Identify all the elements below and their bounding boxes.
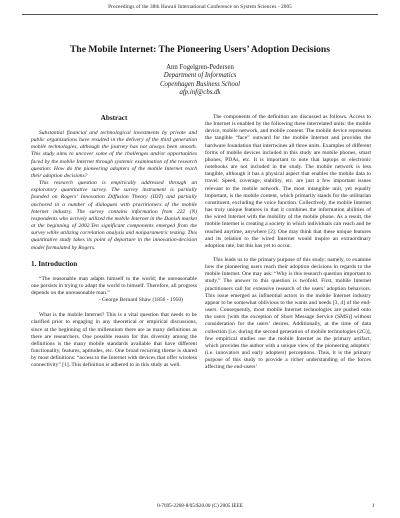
abstract-paragraph-1: Substantial financial and technological investments by private and public organizations have resulted in the delivery of the third generation mobile technologies, although the journey has not always been smooth. This study aims to uncover some of the challenges and/or opportunities faced by the mobile Internet through systemic examination of the research question: How do the pioneering adopters of the mobile Internet reach their adoption decisions? [31, 130, 197, 179]
author-email: afp.inf@cbs.dk [179, 89, 221, 97]
body-paragraph-2: This leads us to the primary purpose of this study; namely, to examine how the pioneering users reach their adoption decisions in regards to the mobile Internet. One may ask: “Why is this research question important to study.” The answer to this question is twofold. First, mobile Internet practitioners call for extensive research of the users’ adoption behaviors. This issue emerged as influential actors in the mobile Internet industry appear to be somewhat oblivious to the wants and needs [3, 4] of the end-users. Consequently, most mobile Internet technologies are pushed onto the users [with the exception of Short Message Service (SMS)] without consideration for the users’ desires. Additionally, at the time of data collection [i.e. during the second generation of mobile technologies (2G)], few empirical studies use the mobile Internet as the primary artifact, which provides the author with a unique view of the pioneering adopters’ (i.e. innovators and early adopters) perceptions. Thus, it is the primary purpose of this study to provide a richer understanding of the forces affecting the end-users’ [205, 256, 371, 371]
epigraph-attribution: - George Bernard Shaw (1856 - 1950) [98, 297, 183, 304]
running-header: Proceedings of the 38th Hawaii International Conference on System Sciences - 2005 [108, 4, 292, 10]
author-school: Copenhagen Business School [159, 80, 241, 88]
author-department: Department of Informatics [163, 72, 237, 80]
footer-isbn: 0-7695-2268-8/05/$20.00 (C) 2005 IEEE [157, 503, 243, 509]
epigraph-quote: “The reasonable man adapts himself to the world; the unreasonable one persists in trying to adapt the world to himself. Therefore, all progress depends on the unreasonable man.” [31, 275, 197, 296]
body-paragraph-1: The components of the definition are discussed as follows. Access to the Internet is enabled by the following three interrelated units: the mobile device, mobile network, and mobile content. The mobile device represents the tangible “face” outward for the mobile Internet and provides the hardware foundation that intertwines all three units. Examples of different forms of mobile devices included in this study are mobile phones, smart phones, PDAs, etc. It is important to note that laptops or electronic notebooks are not included in the study. The mobile network is less tangible, although it has a physical aspect that enables the mobile data to travel. Speed, coverage, stability, etc. are just a few important issues relevant to the mobile network. The most intangible unit, yet equally important, is the mobile content, which primarily stands for the utilitarian constituent, excluding the voice function. Collectively, the mobile Internet has truly unique features in that it combines the information abilities of the wired Internet with the mobility of the mobile phone. As a result, the mobile Internet is creating a society in which individuals can reach and be reached anytime, anywhere [2]. One may think that these unique features and its relation to the wired Internet would inspire an extraordinary adoption rate, but this has yet to occur. [205, 114, 371, 249]
abstract-heading: Abstract [100, 114, 128, 122]
right-column [205, 114, 371, 371]
abstract-paragraph-2: This research question is empirically addressed through an exploratory quantitative survey. The survey instrument is partially founded on Rogers’ Innovation Diffusion Theory (IDT) and partially anchored in a number of dialogues with practitioners of the mobile Internet industry. The survey contains information from 222 (N) respondents who actively utilized the mobile Internet in the Danish market at the beginning of 2002.Ten significant components emerged from the survey while utilizing correlation analysis and nonparametric testing. This quantitative study takes its point of departure in the innovation-decision model formulated by Rogers. [31, 180, 197, 251]
author-name: Ann Fogelgren-Pedersen [166, 64, 234, 71]
header-rule [22, 14, 378, 15]
paper-title: The Mobile Internet: The Pioneering Users’ Adoption Decisions [70, 44, 330, 55]
introduction-heading: 1. Introduction [31, 259, 78, 268]
intro-paragraph-1: What is the mobile Internet? This is a vital question that needs to be clarified prior to engaging in any theoretical or empirical discussions, since at the beginning of the millennium there are as many definitions as there are researchers. One possible reason for this diversity among the definitions is the many mobile standards available that have different functionality, features, aptitudes, etc. One broad recurring theme is shared by most definitions: “access to the Internet with devices that offer wireless connectivity” [1]. This definition is adhered to in this study as well. [31, 312, 197, 369]
abstract-section [31, 114, 197, 252]
author-block [0, 64, 400, 98]
page-number: 1 [372, 503, 375, 509]
left-column [31, 114, 197, 370]
